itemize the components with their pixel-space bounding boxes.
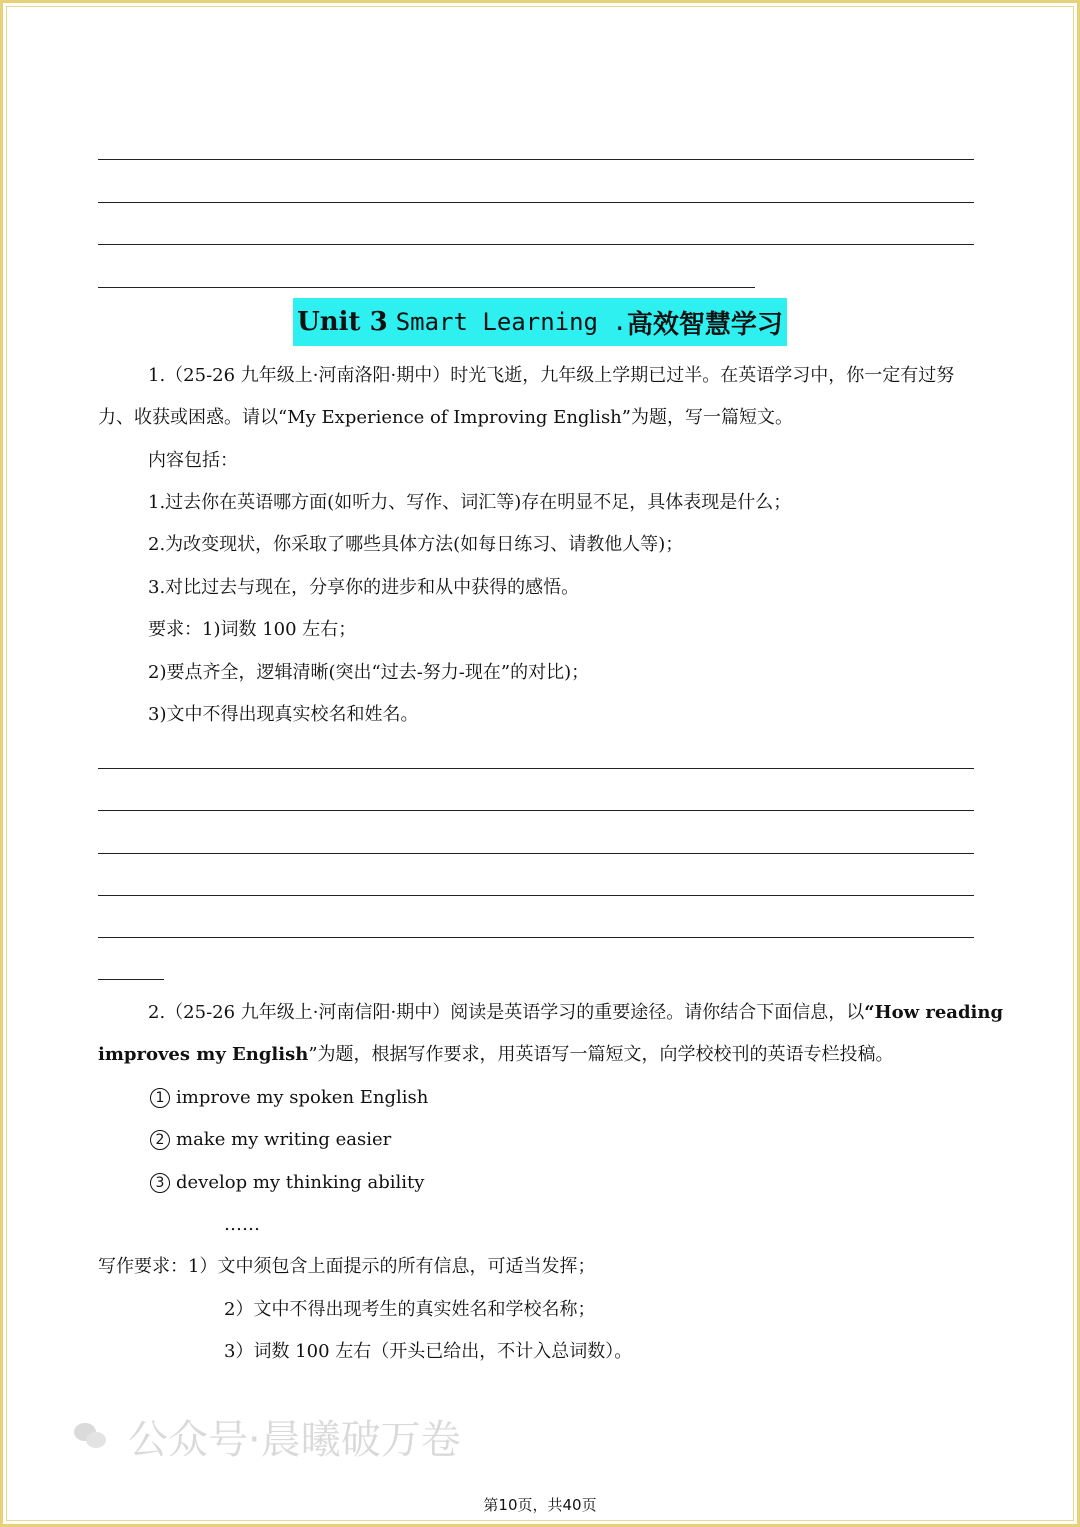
unit-title-english: Smart Learning . xyxy=(395,308,627,336)
q2-info-item xyxy=(150,1086,428,1110)
q2-requirement: 2）文中不得出现考生的真实姓名和学校名称； xyxy=(224,1299,596,1320)
q1-requirement: 3)文中不得出现真实校名和姓名。 xyxy=(148,704,419,725)
answer-line xyxy=(98,768,974,769)
answer-line xyxy=(98,979,164,980)
q2-info-text: develop my thinking ability xyxy=(176,1172,425,1193)
page-border-inner xyxy=(6,6,1074,1521)
q2-requirement: 3）词数 100 左右（开头已给出，不计入总词数）。 xyxy=(224,1341,633,1362)
answer-line xyxy=(98,202,974,203)
answer-line xyxy=(98,895,974,896)
q2-info-text: improve my spoken English xyxy=(176,1087,429,1108)
watermark-text: 公众号·晨曦破万卷 xyxy=(128,1417,461,1463)
answer-line xyxy=(98,853,974,854)
q1-requirement: 要求：1)词数 100 左右； xyxy=(148,619,357,640)
unit-title-chinese: 高效智慧学习 xyxy=(626,309,783,340)
q1-point: 3.对比过去与现在，分享你的进步和从中获得的感悟。 xyxy=(148,577,580,598)
circle-number-icon: 3 xyxy=(150,1173,170,1193)
answer-line xyxy=(98,244,974,245)
q1-requirement: 2)要点齐全，逻辑清晰(突出“过去-努力-现在”的对比)； xyxy=(148,662,590,683)
watermark xyxy=(74,1408,461,1465)
q2-prompt-line1 xyxy=(148,1001,1003,1025)
q1-prompt-line2: 力、收获或困惑。请以“My Experience of Improving English”为题，写一篇短文。 xyxy=(98,407,793,428)
q1-prompt-line1: 1.（25-26 九年级上·河南洛阳·期中）时光飞逝，九年级上学期已过半。在英语学习中，你一定有过努 xyxy=(148,365,955,386)
answer-line xyxy=(98,810,974,811)
q2-requirement: 写作要求：1）文中须包含上面提示的所有信息，可适当发挥； xyxy=(98,1256,596,1277)
q1-point: 1.过去你在英语哪方面(如听力、写作、词汇等)存在明显不足，具体表现是什么； xyxy=(148,492,792,513)
q2-prompt-line1-text: 2.（25-26 九年级上·河南信阳·期中）阅读是英语学习的重要途径。请你结合下面信息，以 xyxy=(148,1002,865,1023)
answer-line xyxy=(98,937,974,938)
q2-prompt-line2-text: ”为题，根据写作要求，用英语写一篇短文，向学校校刊的英语专栏投稿。 xyxy=(308,1044,894,1065)
answer-line xyxy=(98,159,974,160)
circle-number-icon: 1 xyxy=(150,1088,170,1108)
q2-info-item xyxy=(150,1171,424,1195)
q2-prompt-line2 xyxy=(98,1043,894,1067)
wechat-icon xyxy=(74,1423,108,1451)
q2-info-text: make my writing easier xyxy=(176,1129,392,1150)
q2-info-item xyxy=(150,1128,391,1152)
unit-title-number: Unit 3 xyxy=(297,307,388,337)
q1-content-label: 内容包括： xyxy=(148,450,238,471)
unit-title xyxy=(293,298,787,346)
circle-number-icon: 2 xyxy=(150,1130,170,1150)
answer-line xyxy=(98,287,755,288)
q2-ellipsis: …… xyxy=(224,1214,260,1235)
q1-point: 2.为改变现状，你采取了哪些具体方法(如每日练习、请教他人等)； xyxy=(148,534,684,555)
page-number: 第10页，共40页 xyxy=(483,1496,597,1514)
q2-title-part1: “How reading xyxy=(864,1002,1004,1023)
q2-title-part2: improves my English xyxy=(98,1044,309,1065)
